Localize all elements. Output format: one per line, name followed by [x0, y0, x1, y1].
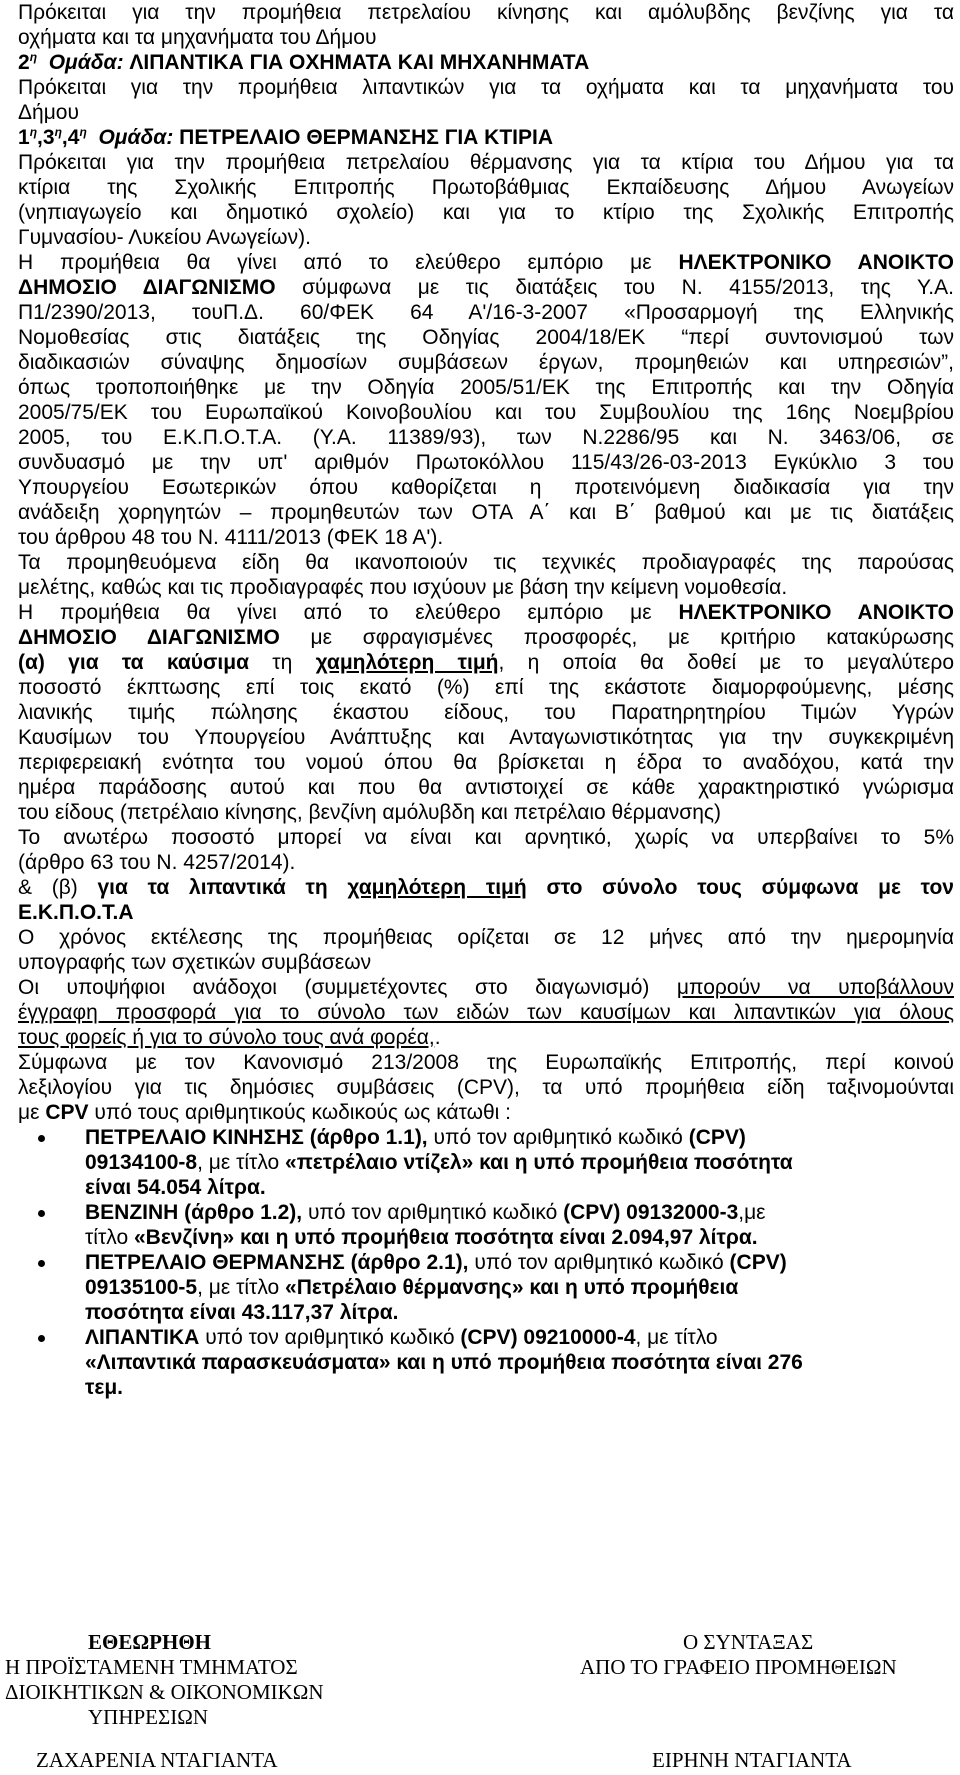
paragraph-line: Η προμήθεια θα γίνει από το ελεύθερο εμπόριο με ΗΛΕΚΤΡΟΝΙΚΟ ΑΝΟΙΚΤΟ — [18, 251, 954, 274]
signature-left-title: Η ΠΡΟΪΣΤΑΜΕΝΗ ΤΜΗΜΑΤΟΣ — [5, 1655, 298, 1679]
list-item: ΠΕΤΡΕΛΑΙΟ ΘΕΡΜΑΝΣΗΣ (άρθρο 2.1), υπό τον αριθμητικό κωδικό (CPV) 09135100-5, με τίτλο «Πετρέλαιο θέρμανσης» και η υπό προμήθεια ποσότητα είναι 43.117,37 λίτρα. — [18, 1250, 954, 1325]
paragraph-line: Η προμήθεια θα γίνει από το ελεύθερο εμπόριο με ΗΛΕΚΤΡΟΝΙΚΟ ΑΝΟΙΚΤΟ — [18, 601, 954, 624]
paragraph-line: του είδους (πετρέλαιο κίνησης, βενζίνη αμόλυβδη και πετρέλαιο θέρμανσης) — [18, 801, 722, 824]
paragraph-line: Ε.Κ.Π.Ο.Τ.Α — [18, 901, 134, 924]
paragraph-line: υπογραφής των σχετικών συμβάσεων — [18, 951, 372, 974]
paragraph-line: Πρόκειται για την προμήθεια λιπαντικών για τα οχήματα και τα μηχανήματα του — [18, 76, 954, 99]
paragraph-line: Υπουργείου Εσωτερικών όπου καθορίζεται η προτεινόμενη διαδικασία για την — [18, 476, 954, 499]
paragraph-line: ΔΗΜΟΣΙΟ ΔΙΑΓΩΝΙΣΜΟ με σφραγισμένες προσφορές, με κριτήριο κατακύρωσης — [18, 626, 954, 649]
paragraph-line: του άρθρου 48 του Ν. 4111/2013 (ΦΕΚ 18 Α'). — [18, 526, 444, 549]
paragraph-line: Νομοθεσίας στις διατάξεις της Οδηγίας 2004/18/ΕΚ “περί συντονισμού των — [18, 326, 954, 349]
paragraph-line: έγγραφη προσφορά για το σύνολο των ειδών των καυσίμων και λιπαντικών για όλους — [18, 1001, 954, 1024]
paragraph-line: (α) για τα καύσιμα τη χαμηλότερη τιμή, η οποία θα δοθεί με το μεγαλύτερο — [18, 651, 954, 674]
signature-left-label: ΕΘΕΩΡΗΘΗ — [88, 1630, 211, 1654]
paragraph-line: (νηπιαγωγείο και δημοτικό σχολείο) και για το κτίριο της Σχολικής Επιτροπής — [18, 201, 954, 224]
paragraph-line: λεξιλογίου για τις δημόσιες συμβάσεις (CPV), τα υπό προμήθεια είδη ταξινομούνται — [18, 1076, 954, 1099]
paragraph-line: Πρόκειται για την προμήθεια πετρελαίου κίνησης και αμόλυβδης βενζίνης για τα — [18, 1, 954, 24]
paragraph-line: μελέτης, καθώς και τις προδιαγραφές που ισχύουν με βάση την κείμενη νομοθεσία. — [18, 576, 788, 599]
paragraph-line: λιανικής τιμής πώλησης έκαστου είδους, του Παρατηρητηρίου Τιμών Υγρών — [18, 701, 954, 724]
paragraph-line: διαδικασιών σύναψης δημοσίων συμβάσεων έργων, προμηθειών και υπηρεσιών”, — [18, 351, 954, 374]
paragraph-line: ανάδειξη χορηγητών – προμηθευτών των ΟΤΑ Α΄ και Β΄ βαθμού και με τις διατάξεις — [18, 501, 954, 524]
paragraph-line: 2005/75/ΕΚ του Ευρωπαϊκού Κοινοβουλίου και του Συμβουλίου της 16ης Νοεμβρίου — [18, 401, 954, 424]
signature-left-title: ΔΙΟΙΚΗΤΙΚΩΝ & ΟΙΚΟΝΟΜΙΚΩΝ — [5, 1680, 324, 1704]
paragraph-line: Καυσίμων του Υπουργείου Ανάπτυξης και Ανταγωνιστικότητας για την συγκεκριμένη — [18, 726, 954, 749]
signature-right-title: ΑΠΟ ΤΟ ΓΡΑΦΕΙΟ ΠΡΟΜΗΘΕΙΩΝ — [580, 1655, 897, 1679]
signature-left-title: ΥΠΗΡΕΣΙΩΝ — [88, 1705, 208, 1729]
paragraph-line: & (β) για τα λιπαντικά τη χαμηλότερη τιμή στο σύνολο τους σύμφωνα με τον — [18, 876, 954, 899]
paragraph-line: 2005, του Ε.Κ.Π.Ο.Τ.Α. (Υ.Α. 11389/93), των Ν.2286/95 και Ν. 3463/06, σε — [18, 426, 954, 449]
paragraph-line: ημέρα παράδοσης αυτού και που θα αντιστοιχεί σε κάθε χαρακτηριστικό γνώρισμα — [18, 776, 954, 799]
cpv-list — [18, 1125, 954, 1400]
paragraph-line: Γυμνασίου- Λυκείου Ανωγείων). — [18, 226, 311, 249]
paragraph-line: Σύμφωνα με τον Κανονισμό 213/2008 της Ευρωπαϊκής Επιτροπής, περί κοινού — [18, 1051, 954, 1074]
paragraph-line: Οι υποψήφιοι ανάδοχοι (συμμετέχοντες στο διαγωνισμό) μπορούν να υποβάλλουν — [18, 976, 955, 999]
paragraph-line: οχήματα και τα μηχανήματα του Δήμου — [18, 26, 377, 49]
paragraph-line: Δήμου — [18, 101, 79, 124]
paragraph-line: Τα προμηθευόμενα είδη θα ικανοποιούν τις τεχνικές προδιαγραφές της παρούσας — [18, 551, 954, 574]
signature-right-name: ΕΙΡΗΝΗ ΝΤΑΓΙΑΝΤΑ — [652, 1748, 852, 1772]
paragraph-line: (άρθρο 63 του Ν. 4257/2014). — [18, 851, 296, 874]
paragraph-line: Ο χρόνος εκτέλεσης της προμήθειας ορίζεται σε 12 μήνες από την ημερομηνία — [18, 926, 954, 949]
signature-right-label: Ο ΣΥΝΤΑΞΑΣ — [683, 1630, 814, 1654]
paragraph-line: ΔΗΜΟΣΙΟ ΔΙΑΓΩΝΙΣΜΟ σύμφωνα με τις διατάξεις του Ν. 4155/2013, της Υ.Α. — [18, 276, 954, 299]
paragraph-line: Πρόκειται για την προμήθεια πετρελαίου θέρμανσης για τα κτίρια του Δήμου για τα — [18, 151, 954, 174]
list-item: ΒΕΝΖΙΝΗ (άρθρο 1.2), υπό τον αριθμητικό κωδικό (CPV) 09132000-3,με τίτλο «Βενζίνη» και η υπό προμήθεια ποσότητα είναι 2.094,97 λίτρα. — [18, 1200, 954, 1250]
paragraph-line: συνδυασμό με την υπ' αριθμόν Πρωτοκόλλου 115/43/26-03-2013 Εγκύκλιο 3 του — [18, 451, 954, 474]
paragraph-line: όπως τροποποιήθηκε με την Οδηγία 2005/51/ΕΚ της Επιτροπής και την Οδηγία — [18, 376, 954, 399]
paragraph-line: Το ανωτέρω ποσοστό μπορεί να είναι και αρνητικό, χωρίς να υπερβαίνει το 5% — [18, 826, 954, 849]
group-heading: $1^\eta,3^\eta,4^\eta$ Ομάδα: ΠΕΤΡΕΛΑΙΟ ΘΕΡΜΑΝΣΗΣ ΓΙΑ ΚΤΙΡΙΑ — [18, 125, 554, 149]
paragraph-line: τους φορείς ή για το σύνολο τους ανά φορέα,. — [18, 1026, 441, 1049]
paragraph-line: περιφερειακή ενότητα του νομού όπου θα βρίσκεται η έδρα το αναδόχου, κατά την — [18, 751, 954, 774]
paragraph-line: Π1/2390/2013, τουΠ.Δ. 60/ΦΕΚ 64 Α'/16-3-2007 «Προσαρμογή της Ελληνικής — [18, 301, 954, 324]
document-body — [18, 0, 954, 1400]
list-item: ΛΙΠΑΝΤΙΚΑ υπό τον αριθμητικό κωδικό (CPV) 09210000-4, με τίτλο «Λιπαντικά παρασκευάσματα» και η υπό προμήθεια ποσότητα είναι 276 τεμ. — [18, 1325, 954, 1400]
paragraph-line: κτίρια της Σχολικής Επιτροπής Πρωτοβάθμιας Εκπαίδευσης Δήμου Ανωγείων — [18, 176, 954, 199]
signature-left-name: ΖΑΧΑΡΕΝΙΑ ΝΤΑΓΙΑΝΤΑ — [36, 1748, 278, 1772]
group-heading: $2^\eta$ Ομάδα: ΛΙΠΑΝΤΙΚΑ ΓΙΑ ΟΧΗΜΑΤΑ ΚΑΙ ΜΗΧΑΝΗΜΑΤΑ — [18, 50, 590, 74]
paragraph-line: με CPV υπό τους αριθμητικούς κωδικούς ως κάτωθι : — [18, 1101, 511, 1124]
list-item: ΠΕΤΡΕΛΑΙΟ ΚΙΝΗΣΗΣ (άρθρο 1.1), υπό τον αριθμητικό κωδικό (CPV) 09134100-8, με τίτλο «πετρέλαιο ντίζελ» και η υπό προμήθεια ποσότητα είναι 54.054 λίτρα. — [18, 1125, 954, 1200]
paragraph-line: ποσοστό έκπτωσης επί τοις εκατό (%) επί της εκάστοτε διαμορφούμενης, μέσης — [18, 676, 954, 699]
